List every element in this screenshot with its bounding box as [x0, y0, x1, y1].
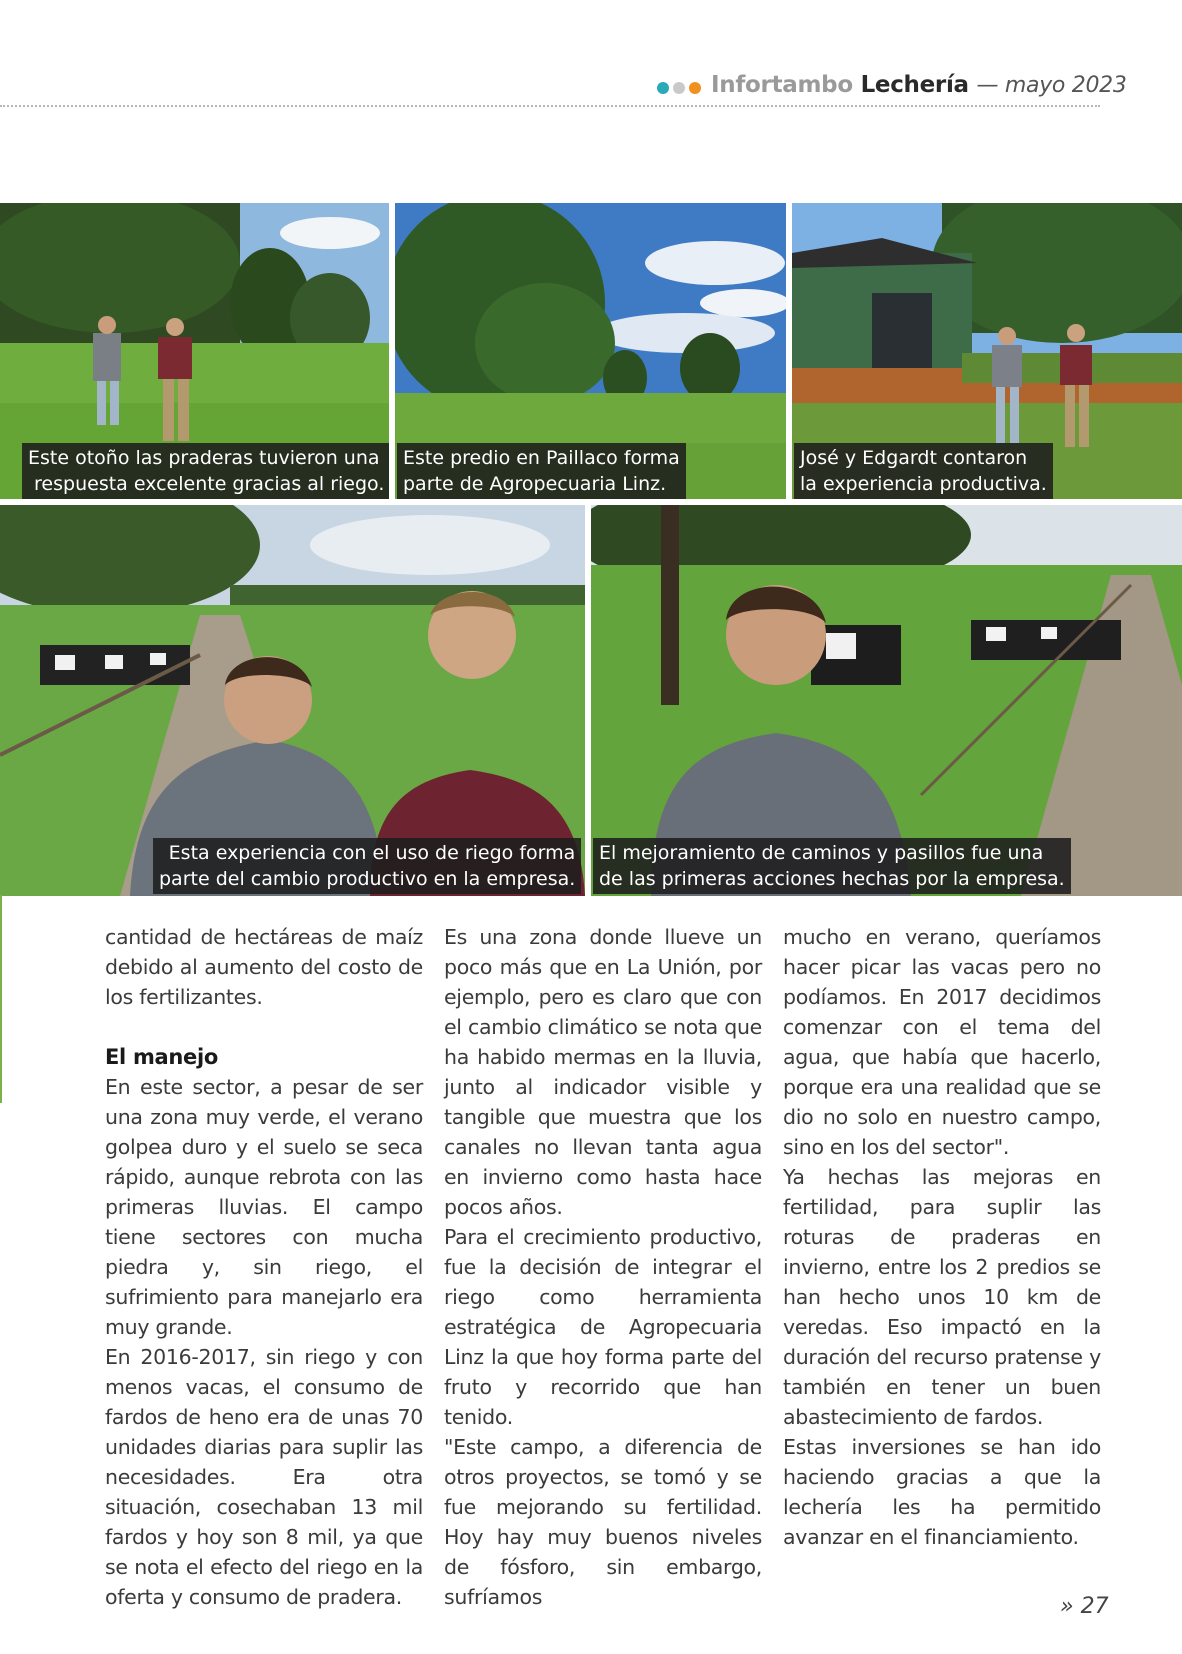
- magazine-title: [711, 72, 1127, 98]
- column-1-paragraph-1: En este sector, a pesar de ser una zona muy verde, el verano golpea duro y el suelo se seca rápido, aunque rebrota con las primeras lluvias. El campo tiene sectores con mucha piedra y, sin riego, el sufrimiento para manejarlo era muy grande.: [105, 1075, 423, 1339]
- article-column-3: [783, 922, 1101, 1552]
- photo-pasture-two-men: [0, 203, 389, 499]
- article-column-1: [105, 922, 423, 1612]
- left-accent-rule: [0, 895, 2, 1103]
- gray-dot: [673, 82, 685, 94]
- column-3-paragraph-3: Estas inversiones se han ido haciendo gracias a que la lechería les ha permitido avanzar en el financiamiento.: [783, 1435, 1101, 1549]
- teal-dot: [657, 82, 669, 94]
- page-header: [0, 70, 1127, 104]
- column-3-paragraph-1: mucho en verano, queríamos hacer picar las vacas pero no podíamos. En 2017 decidimos comenzar con el tema del agua, que había que hacerlo, porque era una realidad que se dio no solo en nuestro campo, sino en los del sector".: [783, 925, 1101, 1159]
- column-3-paragraph-2: Ya hechas las mejoras en fertilidad, para suplir las roturas de praderas en invierno, entre los 2 predios se han hecho unos 10 km de veredas. Eso impactó en la duración del recurso pratense y también en tener un buen abastecimiento de fardos.: [783, 1165, 1101, 1429]
- photo-caption: Este predio en Paillaco forma parte de Agropecuaria Linz.: [397, 443, 686, 499]
- column-2-paragraph-2: Para el crecimiento productivo, fue la decisión de integrar el riego como herramienta estratégica de Agropecuaria Linz la que hoy forma parte del fruto y recorrido que han tenido.: [444, 1225, 762, 1429]
- section-name: Lechería: [860, 72, 969, 98]
- orange-dot: [689, 82, 701, 94]
- column-1-intro: cantidad de hectáreas de maíz debido al aumento del costo de los fertilizantes.: [105, 925, 423, 1009]
- issue-date: — mayo 2023: [976, 73, 1127, 98]
- column-1-paragraph-2: En 2016-2017, sin riego y con menos vacas, el consumo de fardos de heno era de unas 70 unidades diarias para suplir las necesidades. Era otra situación, cosechaban 13 mil fardos y hoy son 8 mil, ya que se nota el efecto del riego en la oferta y consumo de pradera.: [105, 1345, 423, 1609]
- photo-shed-two-men: [792, 203, 1182, 499]
- header-divider: [0, 105, 1100, 107]
- article-column-2: [444, 922, 762, 1612]
- photo-caption: José y Edgardt contaron la experiencia productiva.: [794, 443, 1053, 499]
- section-heading: El manejo: [105, 1045, 219, 1069]
- column-2-paragraph-1: Es una zona donde llueve un poco más que en La Unión, por ejemplo, pero es claro que con el cambio climático se nota que ha habido mermas en la lluvia, junto al indicador visible y tangible que muestra que los canales no llevan tanta agua en invierno como hasta hace pocos años.: [444, 925, 762, 1219]
- page-number: » 27: [1060, 1594, 1109, 1619]
- photo-caption: Esta experiencia con el uso de riego forma parte del cambio productivo en la empresa.: [153, 838, 581, 894]
- photo-caption: Este otoño las praderas tuvieron una respuesta excelente gracias al riego.: [22, 443, 389, 499]
- paragraph-spacer: [105, 1012, 423, 1042]
- photo-two-men-cows-lane: [0, 505, 585, 896]
- photo-man-cows-lane: [591, 505, 1182, 896]
- photo-caption: El mejoramiento de caminos y pasillos fue una de las primeras acciones hechas por la empresa.: [593, 838, 1071, 894]
- column-2-paragraph-3: "Este campo, a diferencia de otros proyectos, se tomó y se fue mejorando su fertilidad. Hoy hay muy buenos niveles de fósforo, sin embargo, sufríamos: [444, 1435, 762, 1609]
- brand-name: Infortambo: [711, 72, 853, 98]
- photo-paillaco-field: [395, 203, 786, 499]
